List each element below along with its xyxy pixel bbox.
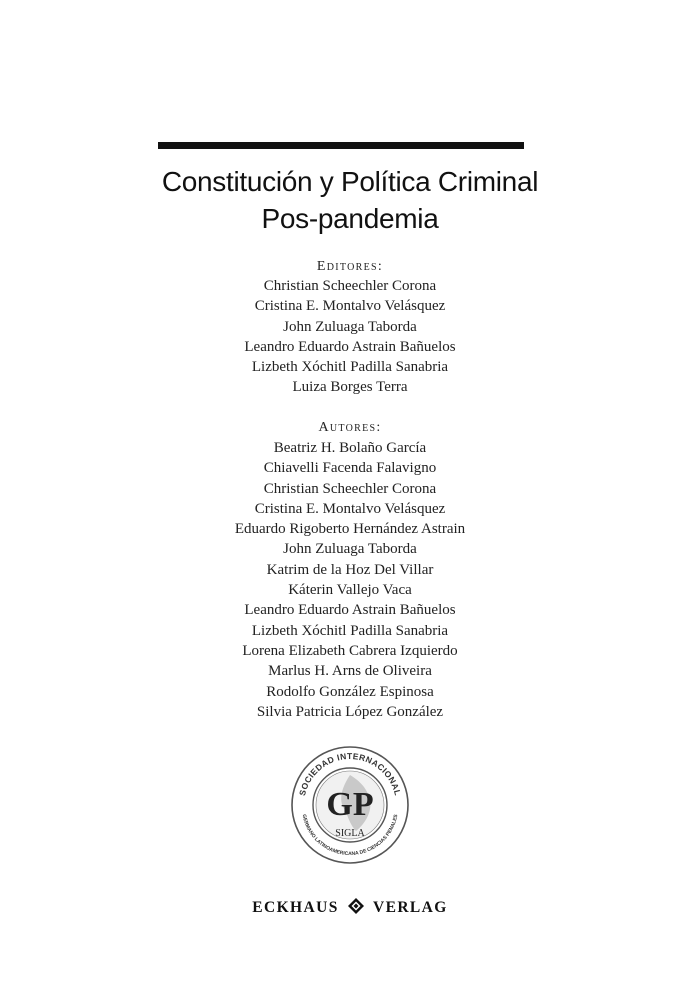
publisher-name-right: VERLAG	[373, 899, 448, 917]
seal-top-text: SOCIEDAD INTERNACIONAL	[297, 751, 403, 797]
author-name: John Zuluaga Taborda	[283, 541, 417, 558]
author-name: Beatriz H. Bolaño García	[273, 440, 427, 456]
editor-name: Luiza Borges Terra	[292, 379, 408, 396]
author-name: Christian Scheechler Corona	[263, 480, 437, 497]
author-name: Chiavelli Facenda Falavigno	[263, 460, 437, 477]
book-title-line-2: Pos-pandemia	[261, 203, 439, 234]
editor-name: Cristina E. Montalvo Velásquez	[254, 298, 446, 315]
editors-list	[0, 276, 700, 398]
editor-name: Lizbeth Xóchitl Padilla Sanabria	[251, 359, 449, 376]
editor-name: Christian Scheechler Corona	[263, 278, 437, 294]
author-name: Katrim de la Hoz Del Villar	[266, 561, 434, 578]
author-name: Silvia Patricia López González	[256, 703, 444, 720]
author-name: Leandro Eduardo Astrain Bañuelos	[244, 602, 456, 619]
seal-monogram: GP	[326, 786, 374, 823]
authors-heading: Autores:	[318, 420, 382, 435]
editors-heading: Editores:	[316, 259, 384, 274]
top-rule	[158, 142, 524, 149]
book-title-line-1: Constitución y Política Criminal	[161, 166, 539, 197]
editor-name: John Zuluaga Taborda	[283, 318, 417, 335]
publisher-imprint	[0, 898, 700, 919]
seal-bottom-text: GERMANO LATINOAMERICANA DE CIENCIAS PENALES	[300, 813, 400, 858]
editor-name: Leandro Eduardo Astrain Bañuelos	[244, 338, 456, 355]
authors-list	[0, 438, 700, 722]
author-name: Cristina E. Montalvo Velásquez	[254, 500, 446, 517]
author-name: Marlus H. Arns de Oliveira	[268, 663, 432, 680]
author-name: Eduardo Rigoberto Hernández Astrain	[234, 521, 466, 538]
author-name: Káterin Vallejo Vaca	[288, 582, 412, 599]
sigla-seal-logo	[290, 745, 410, 865]
publisher-diamond-logo-icon	[348, 898, 364, 919]
publisher-name-left: ECKHAUS	[252, 899, 339, 917]
author-name: Lizbeth Xóchitl Padilla Sanabria	[251, 622, 449, 639]
seal-acronym: SIGLA	[335, 828, 365, 839]
author-name: Lorena Elizabeth Cabrera Izquierdo	[242, 642, 458, 659]
author-name: Rodolfo González Espinosa	[266, 683, 434, 700]
